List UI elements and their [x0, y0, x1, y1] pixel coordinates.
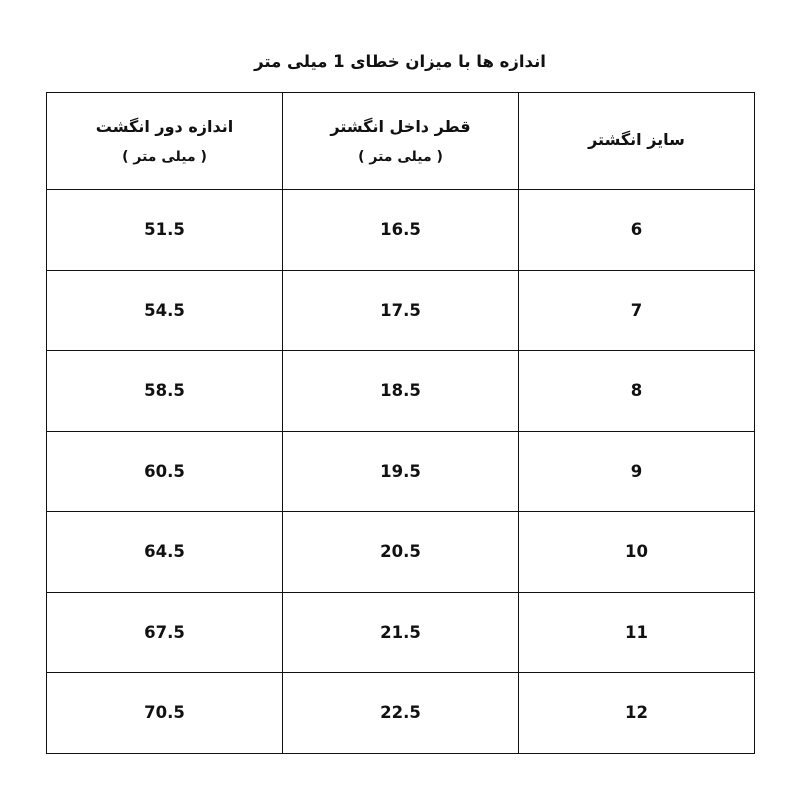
table-row	[47, 431, 755, 512]
ring-size-table	[46, 92, 755, 754]
cell-inner-diameter: 18.5	[283, 351, 519, 432]
column-header-ring-size	[519, 93, 755, 190]
table-header	[47, 93, 755, 190]
table-row	[47, 512, 755, 593]
table-row	[47, 351, 755, 432]
ring-size-table-container	[46, 92, 754, 754]
cell-ring-size: 9	[519, 431, 755, 512]
cell-finger-circumference: 67.5	[47, 592, 283, 673]
cell-inner-diameter: 17.5	[283, 270, 519, 351]
cell-finger-circumference: 70.5	[47, 673, 283, 754]
column-header-finger-circumference-unit: ( میلی متر )	[122, 148, 207, 165]
column-header-inner-diameter-label: قطر داخل انگشتر	[330, 116, 471, 136]
cell-inner-diameter: 20.5	[283, 512, 519, 593]
cell-ring-size: 7	[519, 270, 755, 351]
table-header-row	[47, 93, 755, 190]
column-header-finger-circumference	[47, 93, 283, 190]
cell-inner-diameter: 16.5	[283, 190, 519, 271]
table-row	[47, 190, 755, 271]
table-body	[47, 190, 755, 754]
table-row	[47, 673, 755, 754]
cell-inner-diameter: 21.5	[283, 592, 519, 673]
column-header-finger-circumference-label: اندازه دور انگشت	[95, 116, 234, 136]
cell-finger-circumference: 58.5	[47, 351, 283, 432]
cell-inner-diameter: 19.5	[283, 431, 519, 512]
table-row	[47, 270, 755, 351]
cell-ring-size: 6	[519, 190, 755, 271]
cell-inner-diameter: 22.5	[283, 673, 519, 754]
page-title: اندازه ها با میزان خطای 1 میلی متر	[254, 52, 546, 71]
column-header-inner-diameter	[283, 93, 519, 190]
cell-finger-circumference: 64.5	[47, 512, 283, 593]
cell-finger-circumference: 60.5	[47, 431, 283, 512]
column-header-ring-size-label: سایز انگشتر	[588, 129, 685, 149]
table-row	[47, 592, 755, 673]
cell-ring-size: 8	[519, 351, 755, 432]
cell-finger-circumference: 51.5	[47, 190, 283, 271]
cell-finger-circumference: 54.5	[47, 270, 283, 351]
cell-ring-size: 12	[519, 673, 755, 754]
cell-ring-size: 10	[519, 512, 755, 593]
column-header-inner-diameter-unit: ( میلی متر )	[358, 148, 443, 165]
cell-ring-size: 11	[519, 592, 755, 673]
